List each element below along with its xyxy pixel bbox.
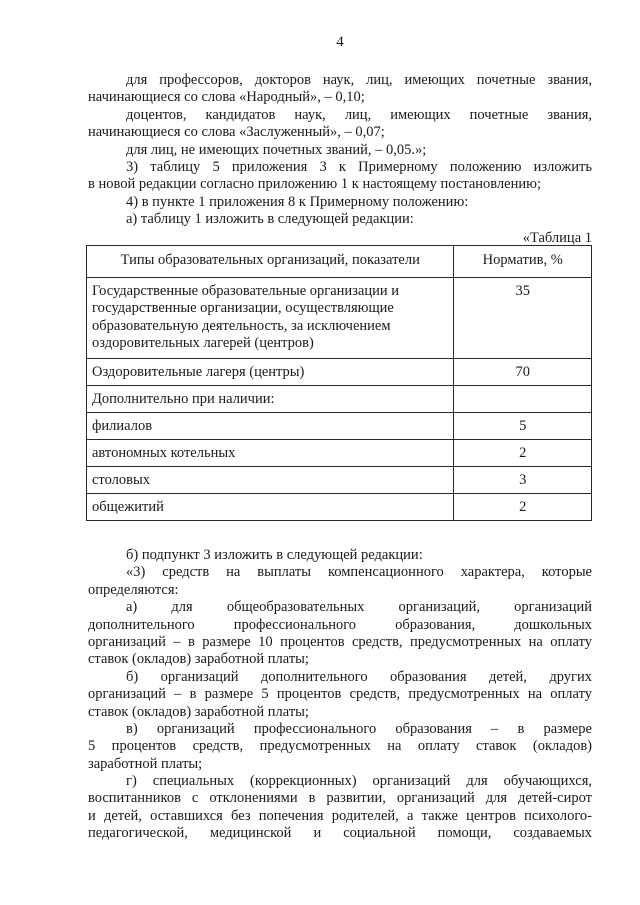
table-cell-type xyxy=(87,494,454,521)
body-lines-line: б) организаций дополнительного образования детей, других xyxy=(126,668,592,685)
body-lines-line: б) подпункт 3 изложить в следующей редакции: xyxy=(126,547,423,563)
page-number: 4 xyxy=(336,34,344,50)
intro-lines-line: а) таблицу 1 изложить в следующей редакции: xyxy=(126,211,414,228)
table-cell-norm: 2 xyxy=(453,440,591,467)
body-lines-line: организаций – в размере 5 процентов средств, предусмотренных на оплату xyxy=(88,686,592,703)
table-cell-norm: 35 xyxy=(453,278,591,359)
table-cell-norm: 3 xyxy=(453,467,591,494)
table-row xyxy=(87,278,592,359)
body-lines-line: ставок (окладов) заработной платы; xyxy=(88,703,309,720)
body-lines-line: «3) средств на выплаты компенсационного характера, которые xyxy=(126,564,592,581)
table-cell-line: столовых xyxy=(92,472,150,488)
table-cell-norm: 70 xyxy=(453,359,591,386)
table-row xyxy=(87,494,592,521)
intro-lines-line: 3) таблицу 5 приложения 3 к Примерному положению изложить xyxy=(126,158,592,175)
table-cell-line: общежитий xyxy=(92,499,164,515)
table-cell-line: филиалов xyxy=(92,418,153,434)
norms-table xyxy=(86,245,592,521)
body-lines-line: определяются: xyxy=(88,581,179,598)
body-lines-line: организаций – в размере 10 процентов средств, предусмотренных на оплату xyxy=(88,633,592,650)
intro-lines-line: начинающиеся со слова «Народный», – 0,10; xyxy=(88,89,365,106)
table-row xyxy=(87,359,592,386)
table-cell-norm xyxy=(453,386,591,413)
intro-lines-line: 4) в пункте 1 приложения 8 к Примерному положению: xyxy=(126,193,469,210)
table-row xyxy=(87,440,592,467)
table-row xyxy=(87,413,592,440)
body-lines-line: ставок (окладов) заработной платы; xyxy=(88,651,309,668)
intro-lines-line: начинающиеся со слова «Заслуженный», – 0,07; xyxy=(88,124,385,141)
table-cell-type xyxy=(87,440,454,467)
table-cell-type xyxy=(87,467,454,494)
table-header-row xyxy=(87,246,592,278)
table-cell-line: Государственные образовательные организации и xyxy=(92,283,399,299)
table-row xyxy=(87,386,592,413)
body-lines-line: и детей, оставшихся без попечения родителей, а также центров психолого- xyxy=(88,807,592,824)
intro-lines-line: доцентов, кандидатов наук, лиц, имеющих почетные звания, xyxy=(126,106,592,123)
table-caption: «Таблица 1 xyxy=(522,230,592,246)
table-row xyxy=(87,467,592,494)
body-lines-line: в) организаций профессионального образования – в размере xyxy=(126,720,592,737)
table-cell-line: Оздоровительные лагеря (центры) xyxy=(92,364,305,380)
intro-lines-line: в новой редакции согласно приложению 1 к настоящему постановлению; xyxy=(88,176,541,193)
body-lines-line: г) специальных (коррекционных) организаций для обучающихся, xyxy=(126,773,592,790)
body-lines-line: заработной платы; xyxy=(88,755,203,772)
table-header-type: Типы образовательных организаций, показатели xyxy=(87,246,454,278)
intro-lines-line: для профессоров, докторов наук, лиц, имеющих почетные звания, xyxy=(126,72,592,88)
body-text xyxy=(88,547,592,843)
table-cell-norm: 5 xyxy=(453,413,591,440)
body-lines-line: воспитанников с отклонениями в развитии, организаций для детей-сирот xyxy=(88,790,592,807)
body-lines-line: 5 процентов средств, предусмотренных на оплату ставок (окладов) xyxy=(88,738,592,755)
table-cell-type xyxy=(87,386,454,413)
table-cell-line: государственные организации, осуществляющие xyxy=(92,300,394,317)
body-lines-line: а) для общеобразовательных организаций, организаций xyxy=(126,599,592,616)
table-cell-type xyxy=(87,359,454,386)
intro-lines-line: для лиц, не имеющих почетных званий, – 0,05.»; xyxy=(126,141,427,158)
table-cell-type xyxy=(87,413,454,440)
table-cell-line: образовательную деятельность, за исключением xyxy=(92,317,391,334)
table-cell-line: оздоровительных лагерей (центров) xyxy=(92,335,314,352)
table-cell-type xyxy=(87,278,454,359)
body-lines-line: педагогической, медицинской и социальной помощи, создаваемых xyxy=(88,825,592,842)
table-cell-norm: 2 xyxy=(453,494,591,521)
intro-text xyxy=(88,72,592,229)
body-lines-line: дополнительного профессионального образования, дошкольных xyxy=(88,616,592,633)
table-header-norm: Норматив, % xyxy=(453,246,591,278)
table-cell-line: автономных котельных xyxy=(92,445,236,461)
table-cell-line: Дополнительно при наличии: xyxy=(92,391,275,407)
